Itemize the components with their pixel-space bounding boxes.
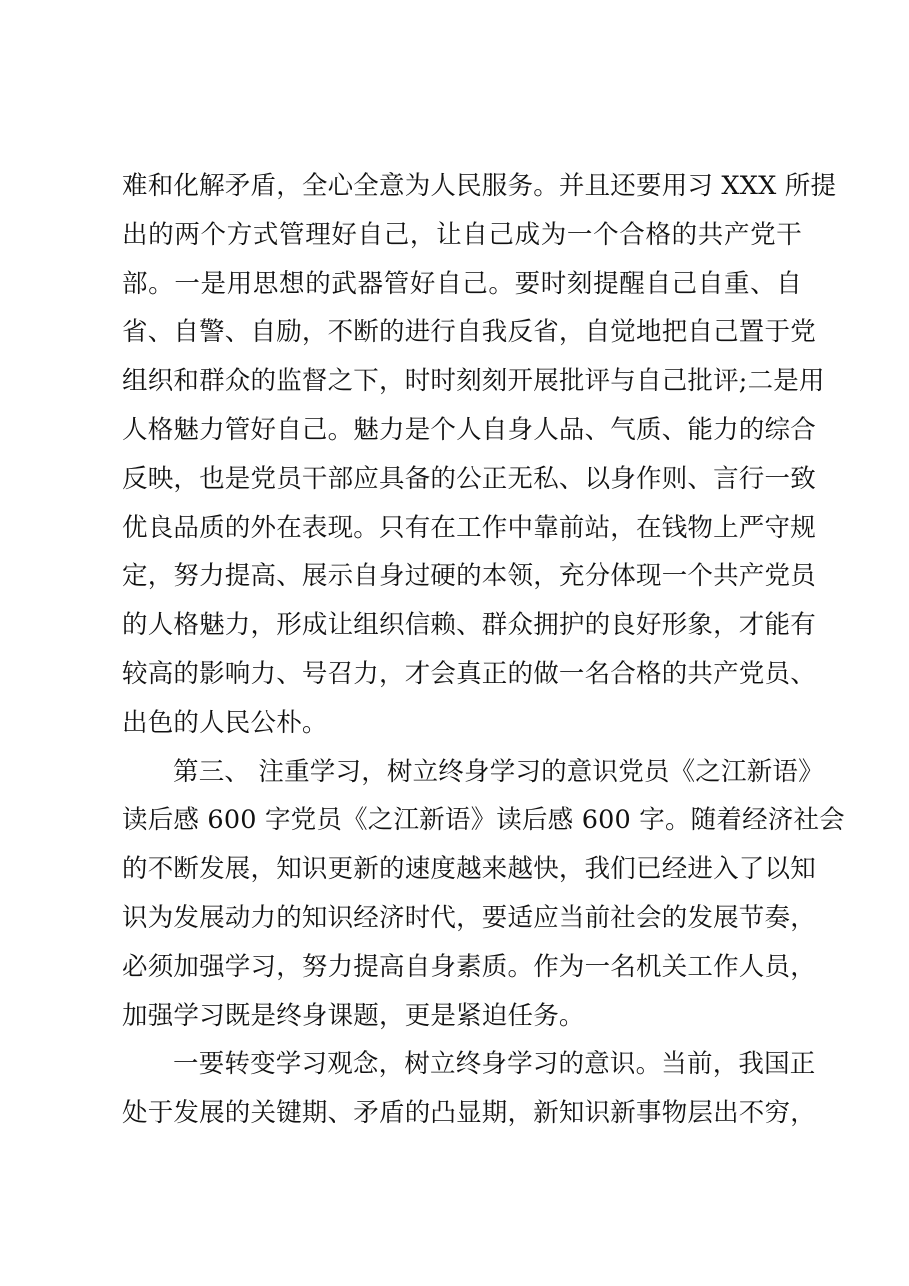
paragraph-first-line: 第三、 注重学习，树立终身学习的意识党员《之江新语》 xyxy=(173,756,824,787)
text-line: 人格魅力管好自己。魅力是个人自身人品、气质、能力的综合 xyxy=(122,414,816,445)
text-line: 反映，也是党员干部应具备的公正无私、以身作则、言行一致 xyxy=(122,463,816,494)
text-line: 难和化解矛盾，全心全意为人民服务。并且还要用习 XXX 所提 xyxy=(122,171,837,201)
text-line: 组织和群众的监督之下，时时刻刻开展批评与自己批评;二是用 xyxy=(122,366,825,397)
paragraph-first-line: 一要转变学习观念，树立终身学习的意识。当前，我国正 xyxy=(173,1049,816,1080)
text-line: 部。一是用思想的武器管好自己。要时刻提醒自己自重、自 xyxy=(122,268,802,299)
text-line: 定，努力提高、展示自身过硬的本领，充分体现一个共产党员 xyxy=(122,561,816,592)
text-line: 的人格魅力，形成让组织信赖、群众拥护的良好形象，才能有 xyxy=(122,610,816,641)
document-body xyxy=(122,162,845,1138)
text-line: 优良品质的外在表现。只有在工作中靠前站，在钱物上严守规 xyxy=(122,512,816,543)
text-line: 出的两个方式管理好自己，让自己成为一个合格的共产党干 xyxy=(122,219,802,250)
text-line: 的不断发展，知识更新的速度越来越快，我们已经进入了以知 xyxy=(122,854,816,885)
text-line: 处于发展的关键期、矛盾的凸显期，新知识新事物层出不穷， xyxy=(122,1098,816,1129)
text-line: 识为发展动力的知识经济时代，要适应当前社会的发展节奏， xyxy=(122,902,816,933)
text-line: 省、自警、自励，不断的进行自我反省，自觉地把自己置于党 xyxy=(122,317,816,348)
text-line: 出色的人民公朴。 xyxy=(122,707,328,738)
text-line: 较高的影响力、号召力，才会真正的做一名合格的共产党员、 xyxy=(122,658,816,689)
text-line: 加强学习既是终身课题，更是紧迫任务。 xyxy=(122,1000,585,1031)
text-line: 必须加强学习，努力提高自身素质。作为一名机关工作人员， xyxy=(122,951,816,982)
text-line: 读后感 600 字党员《之江新语》读后感 600 字。随着经济社会 xyxy=(122,805,845,836)
